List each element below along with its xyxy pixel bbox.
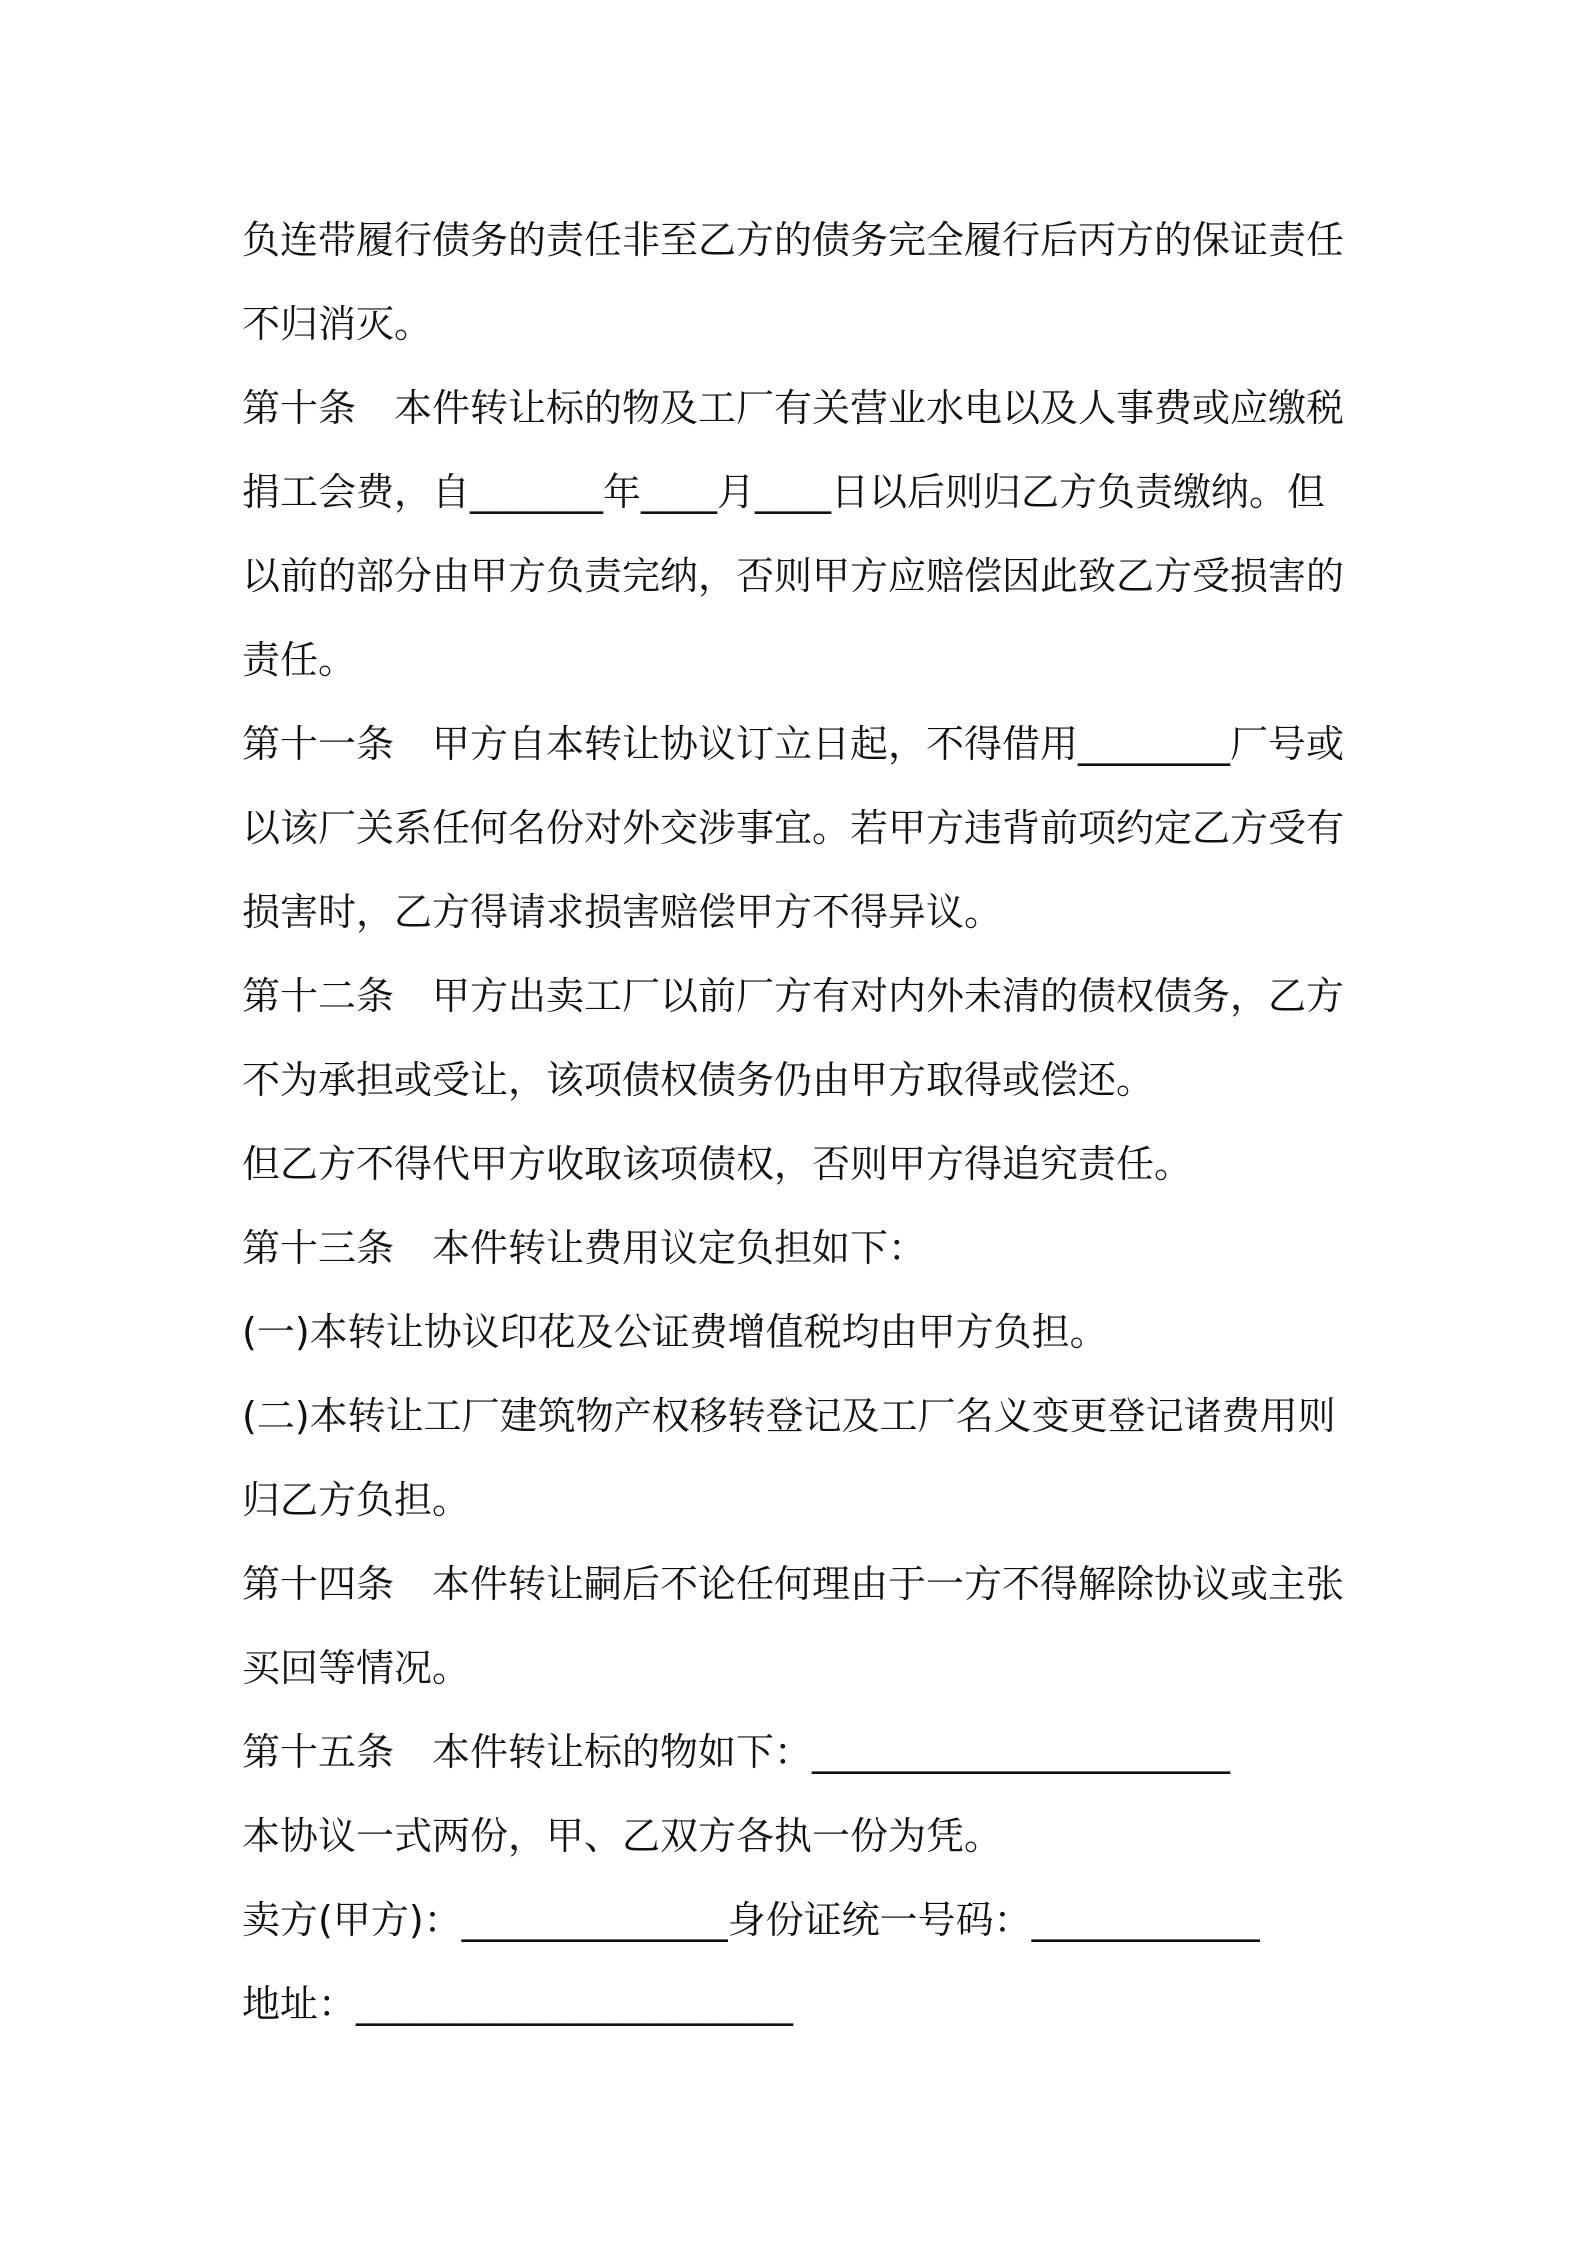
seller-signature-line: 卖方(甲方)：______________身份证统一号码：____________ <box>242 1898 1260 1942</box>
paragraph-article-12-note: 但乙方不得代甲方收取该项债权，否则甲方得追究责任。 <box>242 1142 1193 1186</box>
paragraph-article-13-item-2: (二)本转让工厂建筑物产权移转登记及工厂名义变更登记诸费用则归乙方负担。 <box>242 1394 1336 1522</box>
paragraph-article-11: 第十一条 甲方自本转让协议订立日起，不得借用________厂号或以该厂关系任何名份对外交涉事宜。若甲方违背前项约定乙方受有损害时，乙方得请求损害赔偿甲方不得异议。 <box>242 722 1345 934</box>
document-body <box>242 198 1357 2046</box>
paragraph-article-13-item-1: (一)本转让协议印花及公证费增值税均由甲方负担。 <box>242 1310 1108 1354</box>
paragraph-guarantee-continuation: 负连带履行债务的责任非至乙方的债务完全履行后丙方的保证责任不归消灭。 <box>242 218 1345 346</box>
address-line: 地址：_______________________ <box>242 1982 794 2026</box>
paragraph-article-10: 第十条 本件转让标的物及工厂有关营业水电以及人事费或应缴税捐工会费，自_______年____月____日以后则归乙方负责缴纳。但以前的部分由甲方负责完纳，否则甲方应赔偿因此致乙方受损害的责任。 <box>242 386 1345 682</box>
paragraph-article-13: 第十三条 本件转让费用议定负担如下： <box>242 1226 927 1270</box>
paragraph-article-14: 第十四条 本件转让嗣后不论任何理由于一方不得解除协议或主张买回等情况。 <box>242 1562 1345 1690</box>
paragraph-article-12: 第十二条 甲方出卖工厂以前厂方有对内外未清的债权债务，乙方不为承担或受让，该项债权债务仍由甲方取得或偿还。 <box>242 974 1345 1102</box>
paragraph-copies: 本协议一式两份，甲、乙双方各执一份为凭。 <box>242 1814 1003 1858</box>
paragraph-article-15: 第十五条 本件转让标的物如下：______________________ <box>242 1730 1231 1774</box>
